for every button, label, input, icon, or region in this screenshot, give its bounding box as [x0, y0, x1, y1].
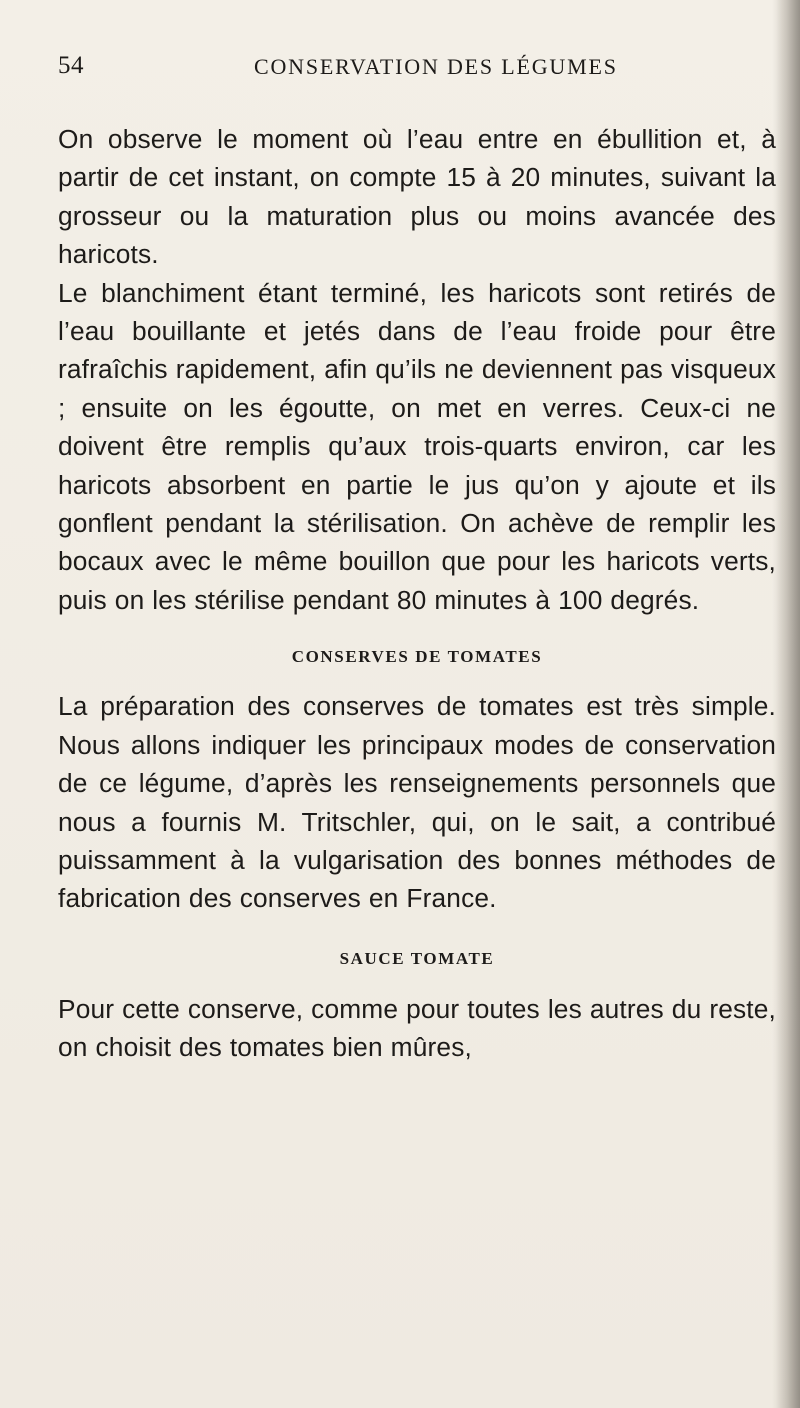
header-title: CONSERVATION DES LÉGUMES: [254, 54, 618, 79]
paragraph-blanching: Le blanchiment étant terminé, les haricots sont retirés de l’eau bouillante et jetés dans de l’eau froide pour être rafraîchis rapidement, afin qu’ils ne deviennent pas visqueux ; ensuite on les égoutte, on met en verres. Ceux-ci ne doivent être remplis qu’aux trois-quarts environ, car les haricots absorbent en partie le jus qu’on y ajoute et ils gonflent pendant la stérilisation. On achève de remplir les bocaux avec le même bouillon que pour les haricots verts, puis on les stérilise pendant 80 minutes à 100 degrés.: [58, 277, 776, 615]
page-number: 54: [58, 52, 84, 79]
paragraph-tomato-preparation: La préparation des conserves de tomates est très simple. Nous allons indiquer les principaux modes de conservation de ce légume, d’après les renseignements personnels que nous a fournis M. Tritschler, qui, on le sait, a contribué puissamment à la vulgarisation des bonnes méthodes de fabrication des conserves en France.: [58, 691, 776, 914]
paragraph-sauce-tomate: Pour cette conserve, comme pour toutes les autres du reste, on choisit des tomates bien mûres,: [58, 993, 776, 1063]
section-heading-sauce-tomate: SAUCE TOMATE: [339, 948, 495, 968]
running-head: [58, 44, 776, 84]
sauce-tomate-text: [58, 990, 776, 1067]
section-heading-conserves-de-tomates: CONSERVES DE TOMATES: [291, 647, 543, 667]
main-text: [58, 120, 776, 619]
tomato-preparation-text: [58, 687, 776, 917]
paragraph-boiling: On observe le moment où l’eau entre en ébullition et, à partir de cet instant, on compte 15 à 20 minutes, suivant la grosseur ou la maturation plus ou moins avancée des haricots.: [58, 124, 776, 270]
